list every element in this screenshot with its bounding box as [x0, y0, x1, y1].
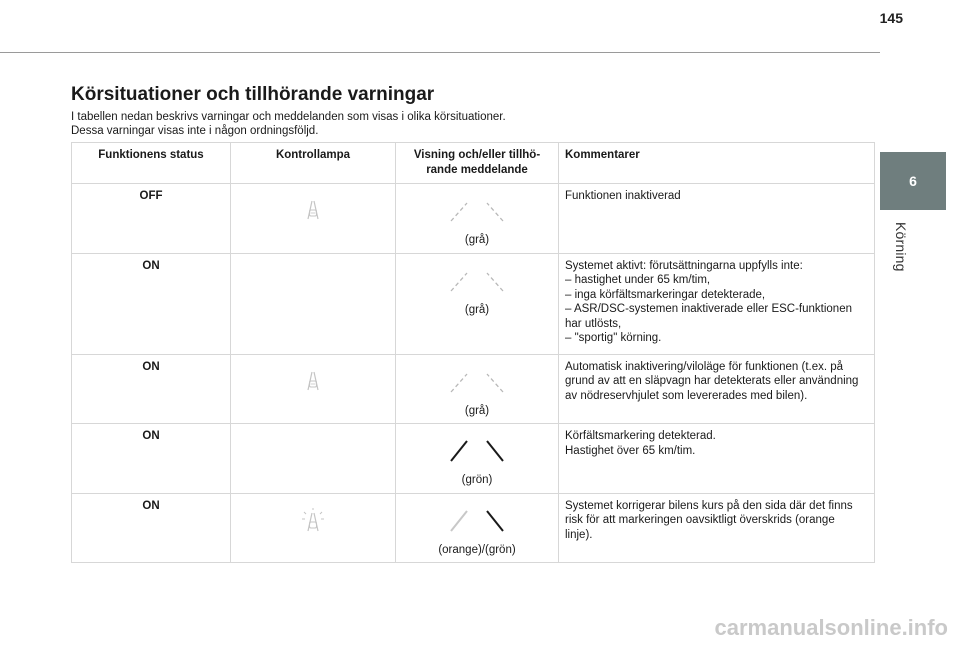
intro-line-2: Dessa varningar visas inte i någon ordningsföljd. — [71, 125, 319, 137]
chapter-tab[interactable] — [880, 152, 946, 210]
display-cell — [396, 424, 559, 494]
status-cell: ON — [72, 493, 231, 563]
comment-cell — [559, 184, 875, 254]
display-caption: (grå) — [464, 303, 490, 316]
table-row — [72, 424, 875, 494]
comment-line: Hastighet över 65 km/tim. — [565, 444, 696, 457]
comment-line: Systemet aktivt: förutsättningarna uppfylls inte: — [565, 259, 803, 272]
comment-line: – ASR/DSC-systemen inaktiverade eller ESC-funktionen — [565, 303, 852, 315]
header-display: Visning och/eller tillhö- rande meddelande — [396, 143, 559, 184]
lamp-cell — [231, 493, 396, 563]
lamp-cell — [231, 354, 396, 424]
comment-line: – hastighet under 65 km/tim, — [565, 274, 711, 286]
comment-line: – "sportig" körning. — [565, 332, 662, 344]
display-caption: (grå) — [464, 234, 490, 246]
display-cell — [396, 184, 559, 254]
comment-line: risk för att markeringen oavsiktligt överskrids (orange — [565, 514, 835, 526]
table-header-row — [72, 143, 875, 184]
page-title: Körsituationer och tillhörande varningar — [71, 84, 435, 105]
lane-lines-gray-icon — [447, 197, 507, 223]
header-comment: Kommentarer — [559, 143, 875, 184]
comment-cell — [559, 493, 875, 563]
lamp-cell — [231, 424, 396, 494]
status-cell: ON — [72, 424, 231, 494]
comment-cell — [559, 424, 875, 494]
comment-line: Automatisk inaktivering/viloläge för funktionen (t.ex. på — [565, 360, 844, 373]
watermark: carmanualsonline.info — [714, 615, 948, 640]
header-rule — [0, 52, 880, 53]
display-caption: (orange)/(grön) — [438, 543, 516, 556]
display-cell — [396, 354, 559, 424]
header-lamp: Kontrollampa — [231, 143, 396, 184]
comment-line: grund av att en släpvagn har detekterats eller användning — [565, 375, 859, 387]
table-row — [72, 493, 875, 563]
table-row — [72, 184, 875, 254]
status-cell: OFF — [72, 184, 231, 254]
display-cell — [396, 493, 559, 563]
comment-line: har utlösts, — [565, 317, 622, 330]
comment-cell — [559, 253, 875, 354]
status-cell: ON — [72, 253, 231, 354]
comment-line: Systemet korrigerar bilens kurs på den sida där det finns — [565, 499, 853, 512]
lane-lines-green-icon — [447, 437, 507, 463]
comment-line: Funktionen inaktiverad — [565, 190, 681, 202]
lane-assist-lamp-icon — [300, 368, 326, 394]
warnings-table — [71, 142, 875, 563]
lamp-cell — [231, 253, 396, 354]
chapter-number: 6 — [909, 173, 917, 189]
page-number: 145 — [879, 10, 903, 26]
display-caption: (grå) — [464, 404, 490, 417]
comment-line: Körfältsmarkering detekterad. — [565, 430, 716, 442]
lane-assist-lamp-icon — [300, 197, 326, 223]
table-row — [72, 354, 875, 424]
lane-assist-active-lamp-icon — [298, 507, 328, 535]
header-status: Funktionens status — [72, 143, 231, 184]
lane-lines-gray-icon — [447, 267, 507, 293]
comment-line: linje). — [565, 528, 593, 541]
lane-lines-orange-green-icon — [447, 507, 507, 533]
comment-cell — [559, 354, 875, 424]
lamp-cell — [231, 184, 396, 254]
lane-lines-gray-icon — [447, 368, 507, 394]
status-cell: ON — [72, 354, 231, 424]
table-row — [72, 253, 875, 354]
comment-line: av nödreservhjulet som levererades med bilen). — [565, 389, 808, 402]
chapter-label: Körning — [893, 222, 909, 272]
intro-text — [71, 110, 506, 138]
display-caption: (grön) — [461, 474, 493, 486]
display-cell — [396, 253, 559, 354]
intro-line-1: I tabellen nedan beskrivs varningar och meddelanden som visas i olika körsituationer. — [71, 111, 506, 123]
comment-line: – inga körfältsmarkeringar detekterade, — [565, 288, 766, 301]
